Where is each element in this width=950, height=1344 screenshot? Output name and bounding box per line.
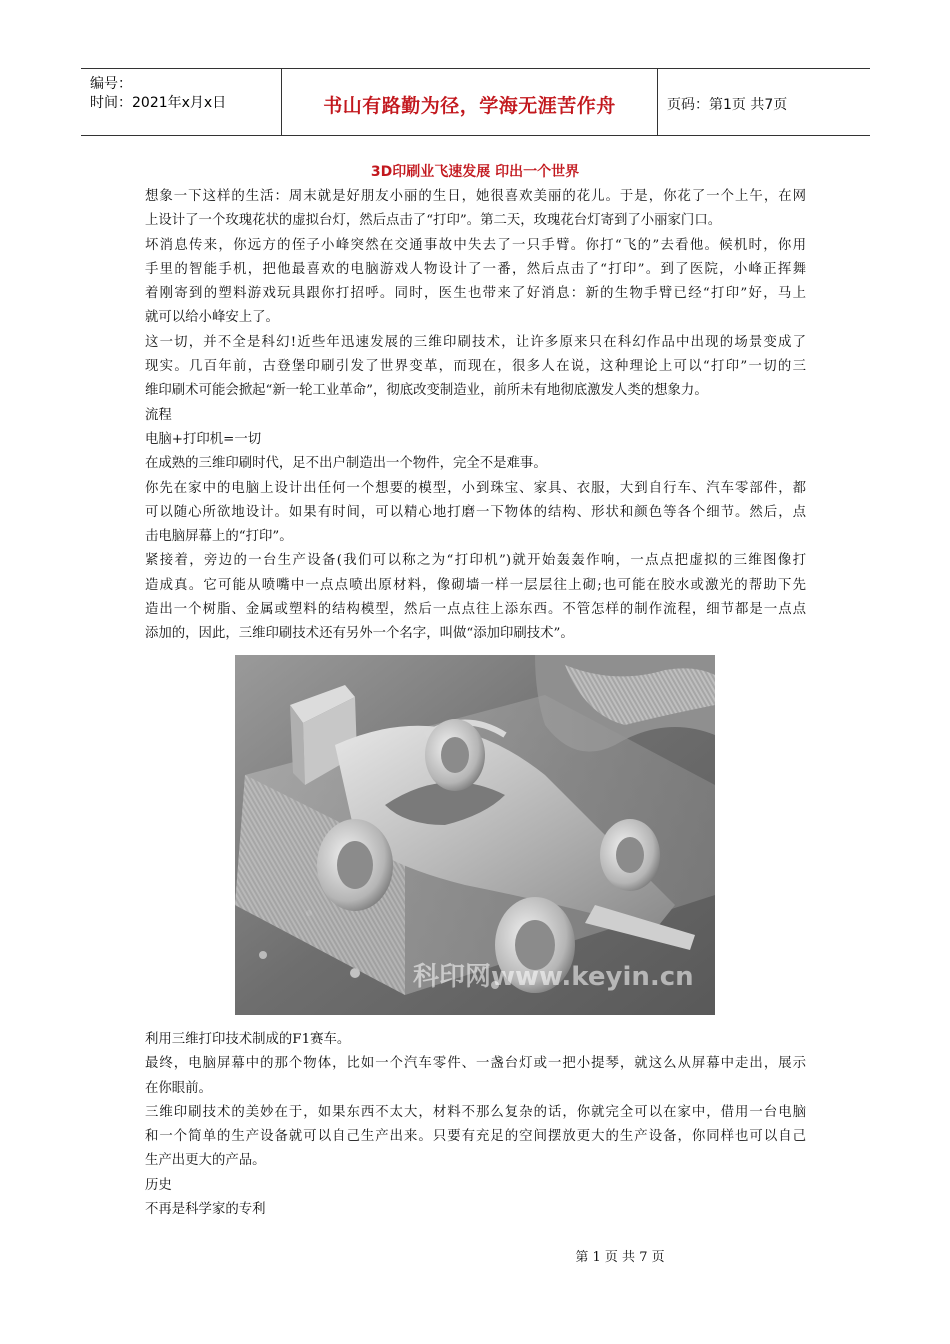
header-motto-cell	[282, 69, 658, 135]
article-body-bottom	[145, 1028, 806, 1222]
paragraph-line: 添加的，因此，三维印刷技术还有另外一个名字，叫做“添加印刷技术”。	[145, 626, 574, 642]
paragraph-line: 在你眼前。	[145, 1080, 212, 1096]
paragraph-line: 可以随心所欲地设计。如果有时间，可以精心地打磨一下物体的结构、形状和颜色等各个细节。然后，点	[145, 504, 806, 520]
f1-car-image	[235, 655, 715, 1015]
header-page-cell	[658, 69, 870, 135]
article-title: 3D印刷业飞速发展 印出一个世界	[370, 164, 580, 180]
document-number-label: 编号：	[90, 76, 132, 92]
paragraph-line: 流程	[145, 407, 172, 423]
paragraph-line: 不再是科学家的专利	[145, 1202, 266, 1218]
paragraph-line: 击电脑屏幕上的“打印”。	[145, 529, 293, 545]
paragraph-line: 你先在家中的电脑上设计出任何一个想要的模型，小到珠宝、家具、衣服，大到自行车、汽车零部件，都	[145, 480, 806, 496]
paragraph-line: 坏消息传来，你远方的侄子小峰突然在交通事故中失去了一只手臂。你打“飞的”去看他。候机时，你用	[145, 237, 806, 253]
paragraph-line: 现实。几百年前，古登堡印刷引发了世界变革，而现在，很多人在说，这种理论上可以“打印”一切的三	[145, 359, 806, 375]
header-meta-cell	[81, 69, 282, 135]
document-time-label: 时间：2021年x月x日	[90, 95, 227, 111]
image-watermark: 科印网www.keyin.cn	[413, 962, 694, 992]
f1-car-figure	[235, 655, 715, 1015]
article-body-top	[145, 185, 806, 647]
paragraph-line: 最终，电脑屏幕中的那个物体，比如一个汽车零件、一盏台灯或一把小提琴，就这么从屏幕中走出，展示	[145, 1056, 806, 1072]
paragraph-line: 历史	[145, 1177, 172, 1193]
paragraph-line: 紧接着，旁边的一台生产设备(我们可以称之为“打印机”)就开始轰轰作响，一点点把虚拟的三维图像打	[145, 553, 806, 569]
paragraph-line: 电脑+打印机=一切	[145, 431, 262, 447]
paragraph-line: 着刚寄到的塑料游戏玩具跟你打招呼。同时，医生也带来了好消息：新的生物手臂已经“打印”好，马上	[145, 286, 806, 302]
header-page-code: 页码：第1页 共7页	[667, 97, 788, 113]
header-motto: 书山有路勤为径，学海无涯苦作舟	[323, 95, 616, 117]
paragraph-line: 造成真。它可能从喷嘴中一点点喷出原材料，像砌墙一样一层层往上砌;也可能在胶水或激光的帮助下先	[145, 577, 806, 593]
paragraph-line: 想象一下这样的生活：周末就是好朋友小丽的生日，她很喜欢美丽的花儿。于是，你花了一个上午，在网	[145, 189, 806, 204]
paragraph-line: 造出一个树脂、金属或塑料的结构模型，然后一点点往上添东西。不管怎样的制作流程，细节都是一点点	[145, 602, 806, 618]
paragraph-line: 生产出更大的产品。	[145, 1153, 266, 1169]
paragraph-line: 在成熟的三维印刷时代，足不出户制造出一个物件，完全不是难事。	[145, 456, 547, 472]
paragraph-line: 和一个简单的生产设备就可以自己生产出来。只要有充足的空间摆放更大的生产设备，你同样也可以自己	[145, 1129, 806, 1145]
document-header	[81, 68, 870, 136]
figure-caption: 利用三维打印技术制成的F1赛车。	[145, 1032, 351, 1047]
page-footer: 第 1 页 共 7 页	[575, 1250, 665, 1265]
paragraph-line: 就可以给小峰安上了。	[145, 310, 279, 326]
paragraph-line: 手里的智能手机，把他最喜欢的电脑游戏人物设计了一番，然后点击了“打印”。到了医院，小峰正挥舞	[145, 261, 806, 277]
paragraph-line: 这一切，并不全是科幻!近些年迅速发展的三维印刷技术，让许多原来只在科幻作品中出现的场景变成了	[145, 334, 806, 350]
paragraph-line: 上设计了一个玫瑰花状的虚拟台灯，然后点击了“打印”。第二天，玫瑰花台灯寄到了小丽家门口。	[145, 213, 722, 229]
paragraph-line: 三维印刷技术的美妙在于，如果东西不太大，材料不那么复杂的话，你就完全可以在家中，借用一台电脑	[145, 1104, 806, 1120]
paragraph-line: 维印刷术可能会掀起“新一轮工业革命”，彻底改变制造业，前所未有地彻底激发人类的想象力。	[145, 383, 708, 399]
